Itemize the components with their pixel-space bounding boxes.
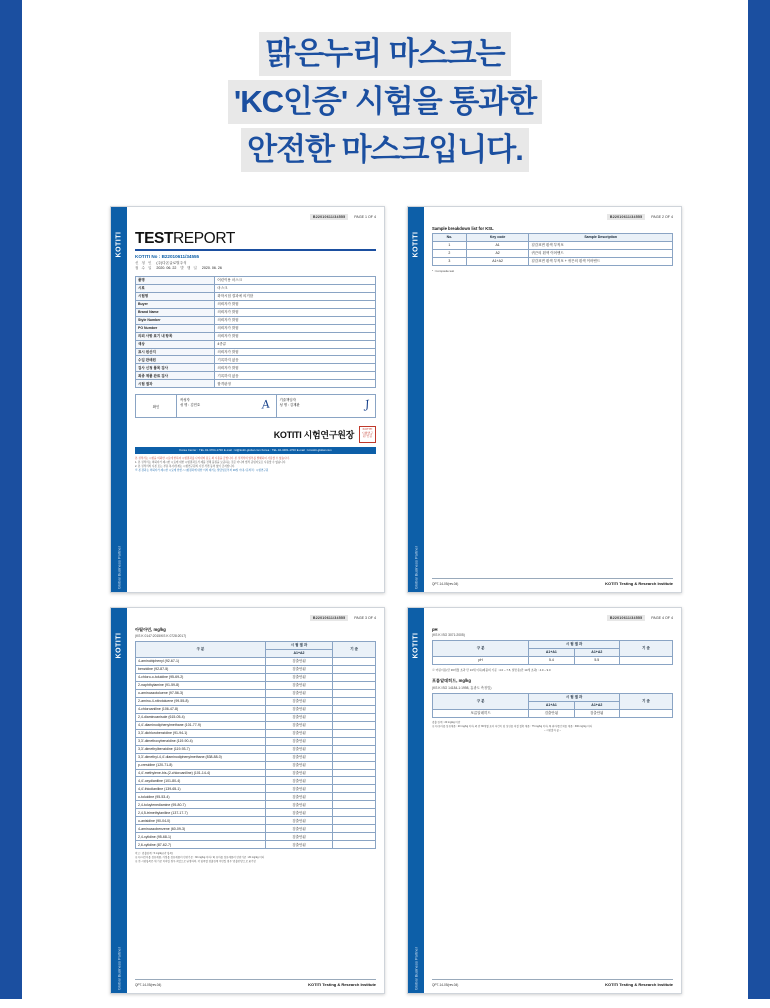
cell-result: 검출안됨 — [265, 801, 332, 809]
col-result: 시 험 결 과 — [265, 642, 332, 650]
info-key: 시험명 — [136, 292, 215, 300]
report-spine-2 — [408, 207, 424, 592]
report-title-bold: TEST — [135, 230, 174, 247]
cell-item: 4-aminobiphenyl (92-67-1) — [136, 657, 266, 665]
cell-keycode: A1+A2 — [466, 257, 529, 265]
section-standard-arylamine: (KS K 0147:2015/KS K 0728:2017) — [135, 634, 187, 638]
cell-standard — [333, 657, 376, 665]
info-key: 색상 — [136, 340, 215, 348]
cell-item: benzidine (92-87-5) — [136, 665, 266, 673]
cell-standard — [333, 745, 376, 753]
table-row — [136, 721, 376, 729]
col-item-ph: 구 분 — [433, 641, 529, 657]
cell-item: 포름알데히드 — [433, 710, 529, 718]
table-row — [136, 324, 376, 332]
report-body-1 — [127, 207, 384, 592]
cell-result-a2: 검출안됨 — [574, 710, 619, 718]
cell-result: 검출안됨 — [265, 729, 332, 737]
spine-footer-4: Global Business Partner — [413, 946, 419, 991]
cell-standard — [333, 689, 376, 697]
table-row — [136, 737, 376, 745]
report-body-2 — [424, 207, 681, 592]
info-key: 최종 제품 완료 검사 — [136, 372, 215, 380]
cell-result: 검출안됨 — [265, 785, 332, 793]
doc-topline-2 — [432, 214, 673, 220]
col-sub-a1-fa: A1+A1 — [529, 702, 574, 710]
cell-result: 검출안됨 — [265, 705, 332, 713]
section-title-sample-breakdown: Sample breakdown list for KSL — [432, 226, 494, 231]
headline-line-3: 안전한 마스크입니다. — [241, 128, 529, 172]
note-line-0: 검출 한계 : 20 mg/kg 미만 — [432, 721, 461, 724]
doc-code-1: B22010611/34555 — [310, 214, 348, 220]
table-row — [136, 769, 376, 777]
report-title-light: REPORT — [173, 230, 235, 247]
col-sub-a2: A1+A2 — [574, 648, 619, 656]
table-row — [136, 316, 376, 324]
cell-standard — [333, 737, 376, 745]
right-edge-bar — [748, 0, 770, 999]
title-rule — [135, 249, 376, 251]
cell-item: 4,4'-thiodianiline (139-65-1) — [136, 785, 266, 793]
spine-footer-1: Global Business Partner — [116, 545, 122, 590]
cell-item: pH — [433, 656, 529, 664]
col-result-fa: 시 험 결 과 — [529, 694, 620, 702]
cell-keycode: A2 — [466, 249, 529, 257]
cell-item: 2-naphthylamine (91-59-8) — [136, 681, 266, 689]
col-result-ph: 시 험 결 과 — [529, 641, 620, 649]
signature-author — [177, 395, 277, 417]
info-key: 수입 판매원 — [136, 356, 215, 364]
cell-item: 4-chloro-o-toluidine (95-69-2) — [136, 673, 266, 681]
report-meta-1 — [135, 261, 376, 272]
cell-standard — [333, 729, 376, 737]
doc-footer-2 — [432, 578, 673, 586]
info-key: 검사 신청 품목 검사 — [136, 364, 215, 372]
section-title-formaldehyde: 포름알데히드, mg/kg — [432, 678, 471, 684]
signature-block — [135, 394, 376, 418]
cell-standard — [333, 697, 376, 705]
cell-item: 4-aminoazobenzene (60-09-3) — [136, 825, 266, 833]
cell-standard — [333, 681, 376, 689]
cell-standard — [333, 841, 376, 849]
col-sub-a2-fa: A1+A2 — [574, 702, 619, 710]
cell-result: 검출안됨 — [265, 753, 332, 761]
cell-result: 검출안됨 — [265, 809, 332, 817]
formaldehyde-notes — [432, 721, 673, 732]
info-value: 의뢰자가 밝힘 — [215, 300, 376, 308]
formaldehyde-table — [432, 693, 673, 718]
info-value: 의뢰자가 밝힘 — [215, 332, 376, 340]
table-row — [433, 241, 673, 249]
cell-standard — [333, 801, 376, 809]
report-title-1 — [135, 230, 376, 248]
cell-no: 1 — [433, 241, 467, 249]
cell-no: 2 — [433, 249, 467, 257]
spine-footer-2: Global Business Partner — [413, 545, 419, 590]
table-header-row — [433, 234, 673, 242]
cell-result: 검출안됨 — [265, 833, 332, 841]
cell-item: o-toluidine (95-53-4) — [136, 793, 266, 801]
certificate-page-4[interactable] — [407, 607, 682, 994]
cell-standard — [620, 656, 673, 664]
cell-result: 검출안됨 — [265, 841, 332, 849]
cell-result: 검출안됨 — [265, 777, 332, 785]
info-value: 화학시험 결과에 의거함 — [215, 292, 376, 300]
certificate-page-1[interactable] — [110, 206, 385, 593]
table-row — [136, 340, 376, 348]
cell-standard — [333, 817, 376, 825]
ph-table — [432, 640, 673, 665]
table-row — [136, 841, 376, 849]
certificate-page-2[interactable] — [407, 206, 682, 593]
table-row — [136, 817, 376, 825]
info-key: 의뢰 사항 표기 내 항목 — [136, 332, 215, 340]
issuer-line — [135, 426, 376, 443]
col-sub-a1: A1+A1 — [529, 648, 574, 656]
info-value: 마스크 — [215, 284, 376, 292]
col-item-fa: 구 분 — [433, 694, 529, 710]
cell-standard — [333, 769, 376, 777]
table-header-row — [433, 694, 673, 702]
certificate-page-3[interactable] — [110, 607, 385, 994]
cell-result: 검출안됨 — [265, 681, 332, 689]
signature-mark-left: A — [260, 397, 271, 412]
cell-item: 2,4-xylidine (95-68-1) — [136, 833, 266, 841]
table-row — [136, 284, 376, 292]
cell-item: 3,3'-dichlorobenzidine (91-94-1) — [136, 729, 266, 737]
issuer-name: KOTITI 시험연구원장 — [273, 430, 354, 441]
cell-item: 2,4,5-trimethylaniline (137-17-7) — [136, 809, 266, 817]
doc-footer-4 — [432, 979, 673, 987]
certificate-row-1 — [110, 206, 682, 593]
info-key: 시험 결과 — [136, 380, 215, 388]
col-description: Sample Description — [529, 234, 673, 242]
certificate-grid — [110, 206, 682, 1008]
table-row — [433, 656, 673, 664]
info-key: 시료 — [136, 284, 215, 292]
report-number-value: B22010611/34555 — [161, 254, 200, 259]
table-row — [136, 300, 376, 308]
composite-note: * : Composite test — [432, 268, 455, 273]
cell-no: 3 — [433, 257, 467, 265]
cell-description: 겉감표면 흰색 부직포 + 귀끈의 흰색 이어밴드 — [529, 257, 673, 265]
cell-item: 4,4'-oxydianiline (101-80-4) — [136, 777, 266, 785]
cell-result: 검출안됨 — [265, 793, 332, 801]
signature-manager — [277, 395, 376, 417]
note-line-1: ※ 1) 유아용 섬유제품 : 20 mg/kg 이하, 2) 만 36개월 초과 어린이 및 성인용 직접 접촉 제품 : 75 mg/kg 이하, 3) 외의/중간착용 제품 : 300 mg/kg 이하 — [432, 724, 592, 728]
cell-standard — [333, 721, 376, 729]
info-key: 품명 — [136, 276, 215, 284]
report-spine-3 — [111, 608, 127, 993]
table-row — [136, 729, 376, 737]
footer-form-code-2: QP7-14-05(rev.04) — [432, 582, 459, 586]
info-value: 어린이용 마스크 — [215, 276, 376, 284]
cell-standard — [333, 761, 376, 769]
fineprint-line-0: 본 성적서는 시험을 의뢰한 시료에 한하여 시험결과를 나타내며 용도 외 사용을 금합니다. 본 성적서의 일부를 발췌하여 사용할 수 없습니다. — [135, 457, 290, 461]
report-number-label: KOTITI No — [135, 254, 158, 259]
cell-result: 검출안됨 — [265, 673, 332, 681]
meta-value-2: 2020. 06. 26 — [201, 266, 222, 271]
cell-item: o-anisidine (90-04-0) — [136, 817, 266, 825]
fineprint-line-3: ※ 본 결과는 의뢰자가 제시한 시료에 한함 / 시험결과에 대한 이의 제기는 발급일로부터 30일 이내 / 문의처 : 시험연구원 — [135, 468, 269, 472]
table-row — [136, 276, 376, 284]
cell-standard — [333, 705, 376, 713]
table-row — [136, 713, 376, 721]
cell-item: 2,4-toluylenediamine (95-80-7) — [136, 801, 266, 809]
doc-footer-3 — [135, 979, 376, 987]
info-value: 의뢰자가 밝힘 — [215, 316, 376, 324]
cell-item: 2-amino-4-nitrotoluene (99-55-8) — [136, 697, 266, 705]
cell-result: 검출안됨 — [265, 761, 332, 769]
fineprint-block — [135, 457, 376, 472]
cell-item: 3,3'-dimethoxybenzidine (119-90-4) — [136, 737, 266, 745]
table-row — [136, 689, 376, 697]
table-row — [136, 801, 376, 809]
info-key: Brand Name — [136, 308, 215, 316]
table-row — [136, 364, 376, 372]
doc-topline-4 — [432, 615, 673, 621]
signature-author-title: 작성자 — [180, 398, 190, 403]
footer-form-code-4: QP7-14-05(rev.04) — [432, 983, 459, 987]
signature-mark-right: J — [363, 398, 370, 412]
doc-topline-1 — [135, 214, 376, 220]
table-row — [136, 657, 376, 665]
arylamine-table — [135, 641, 376, 849]
headline-line-1: 맑은누리 마스크는 — [259, 32, 510, 76]
cell-item: o-aminoazotoluene (97-56-3) — [136, 689, 266, 697]
table-row — [136, 777, 376, 785]
cell-standard — [333, 785, 376, 793]
cell-item: 2,6-xylidine (87-62-7) — [136, 841, 266, 849]
signature-manager-name: 성 명 : 김재완 — [279, 403, 300, 408]
cell-standard — [333, 713, 376, 721]
table-row — [136, 356, 376, 364]
info-value: 합격판정 — [215, 380, 376, 388]
doc-page-3: PAGE 3 OF 4 — [354, 616, 376, 620]
info-value: 4종류 — [215, 340, 376, 348]
table-row — [136, 681, 376, 689]
col-standard: 기 준 — [333, 642, 376, 658]
doc-page-1: PAGE 1 OF 4 — [354, 215, 376, 219]
report-spine-1 — [111, 207, 127, 592]
table-row — [136, 833, 376, 841]
info-value: 의뢰자가 밝힘 — [215, 348, 376, 356]
table-row — [136, 372, 376, 380]
table-row — [136, 745, 376, 753]
cell-result-a2: 5.5 — [574, 656, 619, 664]
doc-code-3: B22010611/34555 — [310, 615, 348, 621]
cell-result: 검출안됨 — [265, 721, 332, 729]
note-line-2: ※ 본 시험항목은 위 기준 이하일 경우 적합으로 판정하며, 각 항목별 검출한계 미만일 경우 '검출안됨'으로 표기함 — [135, 859, 256, 863]
cell-item: 4,4'-methylene-bis-(2-chloroaniline) (101-14-4) — [136, 769, 266, 777]
kotiti-logo-1: KOTITI — [115, 231, 123, 258]
cell-result: 검출안됨 — [265, 657, 332, 665]
table-row — [136, 753, 376, 761]
info-key: Style Number — [136, 316, 215, 324]
meta-value-1: 2020. 06. 22 — [156, 266, 177, 271]
section-title-ph: pH — [432, 627, 438, 632]
col-subsample: A1+A2 — [265, 649, 332, 657]
table-row — [136, 308, 376, 316]
table-row — [136, 332, 376, 340]
contact-bar: Korea Center : TEL.02-3704-1700 E-mail : kt@kotiti-global.com Korea : TEL.02-3481-1700 E-mail : kt.kotiti-global.com — [135, 447, 376, 454]
note-line-0: 비고 : 검출한계 : 5 mg/kg (각 항목) — [135, 852, 173, 856]
cell-result: 검출안됨 — [265, 825, 332, 833]
col-standard-ph: 기 준 — [620, 641, 673, 657]
cell-description: 귀끈의 흰색 이어밴드 — [529, 249, 673, 257]
promo-page — [22, 0, 748, 999]
certificate-row-2 — [110, 607, 682, 994]
table-header-row — [136, 642, 376, 650]
table-row — [136, 348, 376, 356]
table-row — [136, 697, 376, 705]
cell-result: 검출안됨 — [265, 817, 332, 825]
meta-label-0: 신 청 인 — [135, 261, 153, 265]
ph-note: ※ 어린이용(만 36개월 초과 만 13세 이하)제품의 기준 : 4.0 ~ 7.5, 일반용(만 13세 초과) : 4.0 ~ 9.0 — [432, 667, 551, 672]
cell-item: 4,4'-diaminodiphenylmethane (101-77-9) — [136, 721, 266, 729]
cell-description: 겉감표면 흰색 부직포 — [529, 241, 673, 249]
report-body-3 — [127, 608, 384, 993]
cell-standard — [333, 825, 376, 833]
table-row — [136, 793, 376, 801]
col-standard-fa: 기 준 — [620, 694, 673, 710]
cell-standard — [333, 793, 376, 801]
table-row — [136, 292, 376, 300]
report-spine-4 — [408, 608, 424, 993]
cell-item: 3,3'-dimethyl-4,4'-diaminodiphenylmethane (838-88-0) — [136, 753, 266, 761]
cell-result-a1: 검출안됨 — [529, 710, 574, 718]
col-no: No. — [433, 234, 467, 242]
table-row — [136, 785, 376, 793]
cell-result: 검출안됨 — [265, 697, 332, 705]
cell-item: p-cresidine (120-71-8) — [136, 761, 266, 769]
footer-institute-4: KOTITI Testing & Research Institute — [605, 982, 673, 987]
cell-result: 검출안됨 — [265, 745, 332, 753]
kotiti-logo-2: KOTITI — [412, 231, 420, 258]
table-header-row — [433, 641, 673, 649]
doc-code-4: B22010611/34555 — [607, 615, 645, 621]
doc-code-2: B22010611/34555 — [607, 214, 645, 220]
headline-line-2: 'KC인증' 시험을 통과한 — [228, 80, 542, 124]
official-stamp: KOTITI 시험연구원 인증 — [359, 426, 376, 443]
cell-result: 검출안됨 — [265, 665, 332, 673]
left-edge-bar — [0, 0, 22, 999]
cell-standard — [333, 833, 376, 841]
signature-manager-title: 기술책임자 — [279, 398, 296, 403]
cell-standard — [333, 753, 376, 761]
kotiti-logo-3: KOTITI — [115, 632, 123, 659]
table-row — [136, 380, 376, 388]
table-row — [136, 673, 376, 681]
cell-item: 3,3'-dimethylbenzidine (119-93-7) — [136, 745, 266, 753]
doc-page-4: PAGE 4 OF 4 — [651, 616, 673, 620]
footer-institute-2: KOTITI Testing & Research Institute — [605, 581, 673, 586]
fineprint-line-1: 1. 본 성적서는 의뢰자가 제시한 시료에 대한 시험결과로서 제품 전체 품질을 보증하는 것은 아니며 법적 증빙자료로 사용할 수 없습니다. — [135, 461, 287, 465]
fineprint-line-2: 2. 본 성적서의 사본 또는 부분 복사/전재는 시험연구원의 사전 서면 동의 없이 금지합니다. — [135, 464, 235, 468]
footer-institute-3: KOTITI Testing & Research Institute — [308, 982, 376, 987]
report-info-table — [135, 276, 376, 389]
kotiti-logo-4: KOTITI — [412, 632, 420, 659]
info-value: 기록하지 않음 — [215, 372, 376, 380]
table-row — [433, 257, 673, 265]
table-row — [136, 761, 376, 769]
info-value: 의뢰자가 밝힘 — [215, 308, 376, 316]
info-key: 표시 원산지 — [136, 348, 215, 356]
table-row — [136, 809, 376, 817]
cell-result: 검출안됨 — [265, 769, 332, 777]
report-body-4 — [424, 608, 681, 993]
table-row — [433, 710, 673, 718]
cell-result-a1: 5.4 — [529, 656, 574, 664]
meta-value-0: (주)다온글로벌주식 — [156, 261, 187, 265]
footer-form-code-3: QP7-14-05(rev.04) — [135, 983, 162, 987]
report-number-line: KOTITI No : B22010611/34555 — [135, 254, 200, 259]
meta-label-2: 발 행 일 — [180, 266, 198, 271]
section-standard-ph: (KS K ISO 3071:2005) — [432, 633, 465, 637]
col-item: 구 분 — [136, 642, 266, 658]
arylamine-notes — [135, 852, 376, 863]
info-value: 의뢰자가 밝힘 — [215, 324, 376, 332]
cell-item: 4-chloroaniline (106-47-8) — [136, 705, 266, 713]
cell-standard — [333, 809, 376, 817]
signature-role: 확인 — [136, 395, 177, 417]
table-row — [136, 825, 376, 833]
col-keycode: Key code — [466, 234, 529, 242]
note-line-1: ※ 1) 어린이용 섬유제품, 가정용 섬유제품의 안전기준 : 30 mg/kg 이하 / 2) 유아용 섬유제품의 안전기준 : 20 mg/kg 이하 — [135, 855, 265, 859]
cell-item: 2,4-diaminoanisole (615-05-4) — [136, 713, 266, 721]
signature-author-name: 성 명 : 김민호 — [180, 403, 201, 408]
info-key: Buyer — [136, 300, 215, 308]
cell-result: 검출안됨 — [265, 713, 332, 721]
section-standard-formaldehyde: (KS K ISO 14184-1:1998, 흡광도 측정법) — [432, 686, 492, 691]
cell-result: 검출안됨 — [265, 689, 332, 697]
spine-footer-3: Global Business Partner — [116, 946, 122, 991]
info-key: PO Number — [136, 324, 215, 332]
cell-standard — [333, 665, 376, 673]
sample-breakdown-table — [432, 233, 673, 266]
meta-label-1: 접 수 일 — [135, 266, 153, 271]
info-value: 의뢰자가 밝힘 — [215, 364, 376, 372]
cell-standard — [333, 777, 376, 785]
page-headline — [22, 30, 748, 174]
cell-result: 검출안됨 — [265, 737, 332, 745]
cell-keycode: A1 — [466, 241, 529, 249]
section-title-arylamine: 아릴아민, mg/kg — [135, 627, 166, 632]
info-value: 기록하지 않음 — [215, 356, 376, 364]
cell-standard — [333, 673, 376, 681]
table-row — [433, 249, 673, 257]
doc-topline-3 — [135, 615, 376, 621]
cell-standard — [620, 710, 673, 718]
table-row — [136, 665, 376, 673]
doc-page-2: PAGE 2 OF 4 — [651, 215, 673, 219]
note-line-2: – 시험결과 끝 – — [544, 728, 561, 732]
table-row — [136, 705, 376, 713]
